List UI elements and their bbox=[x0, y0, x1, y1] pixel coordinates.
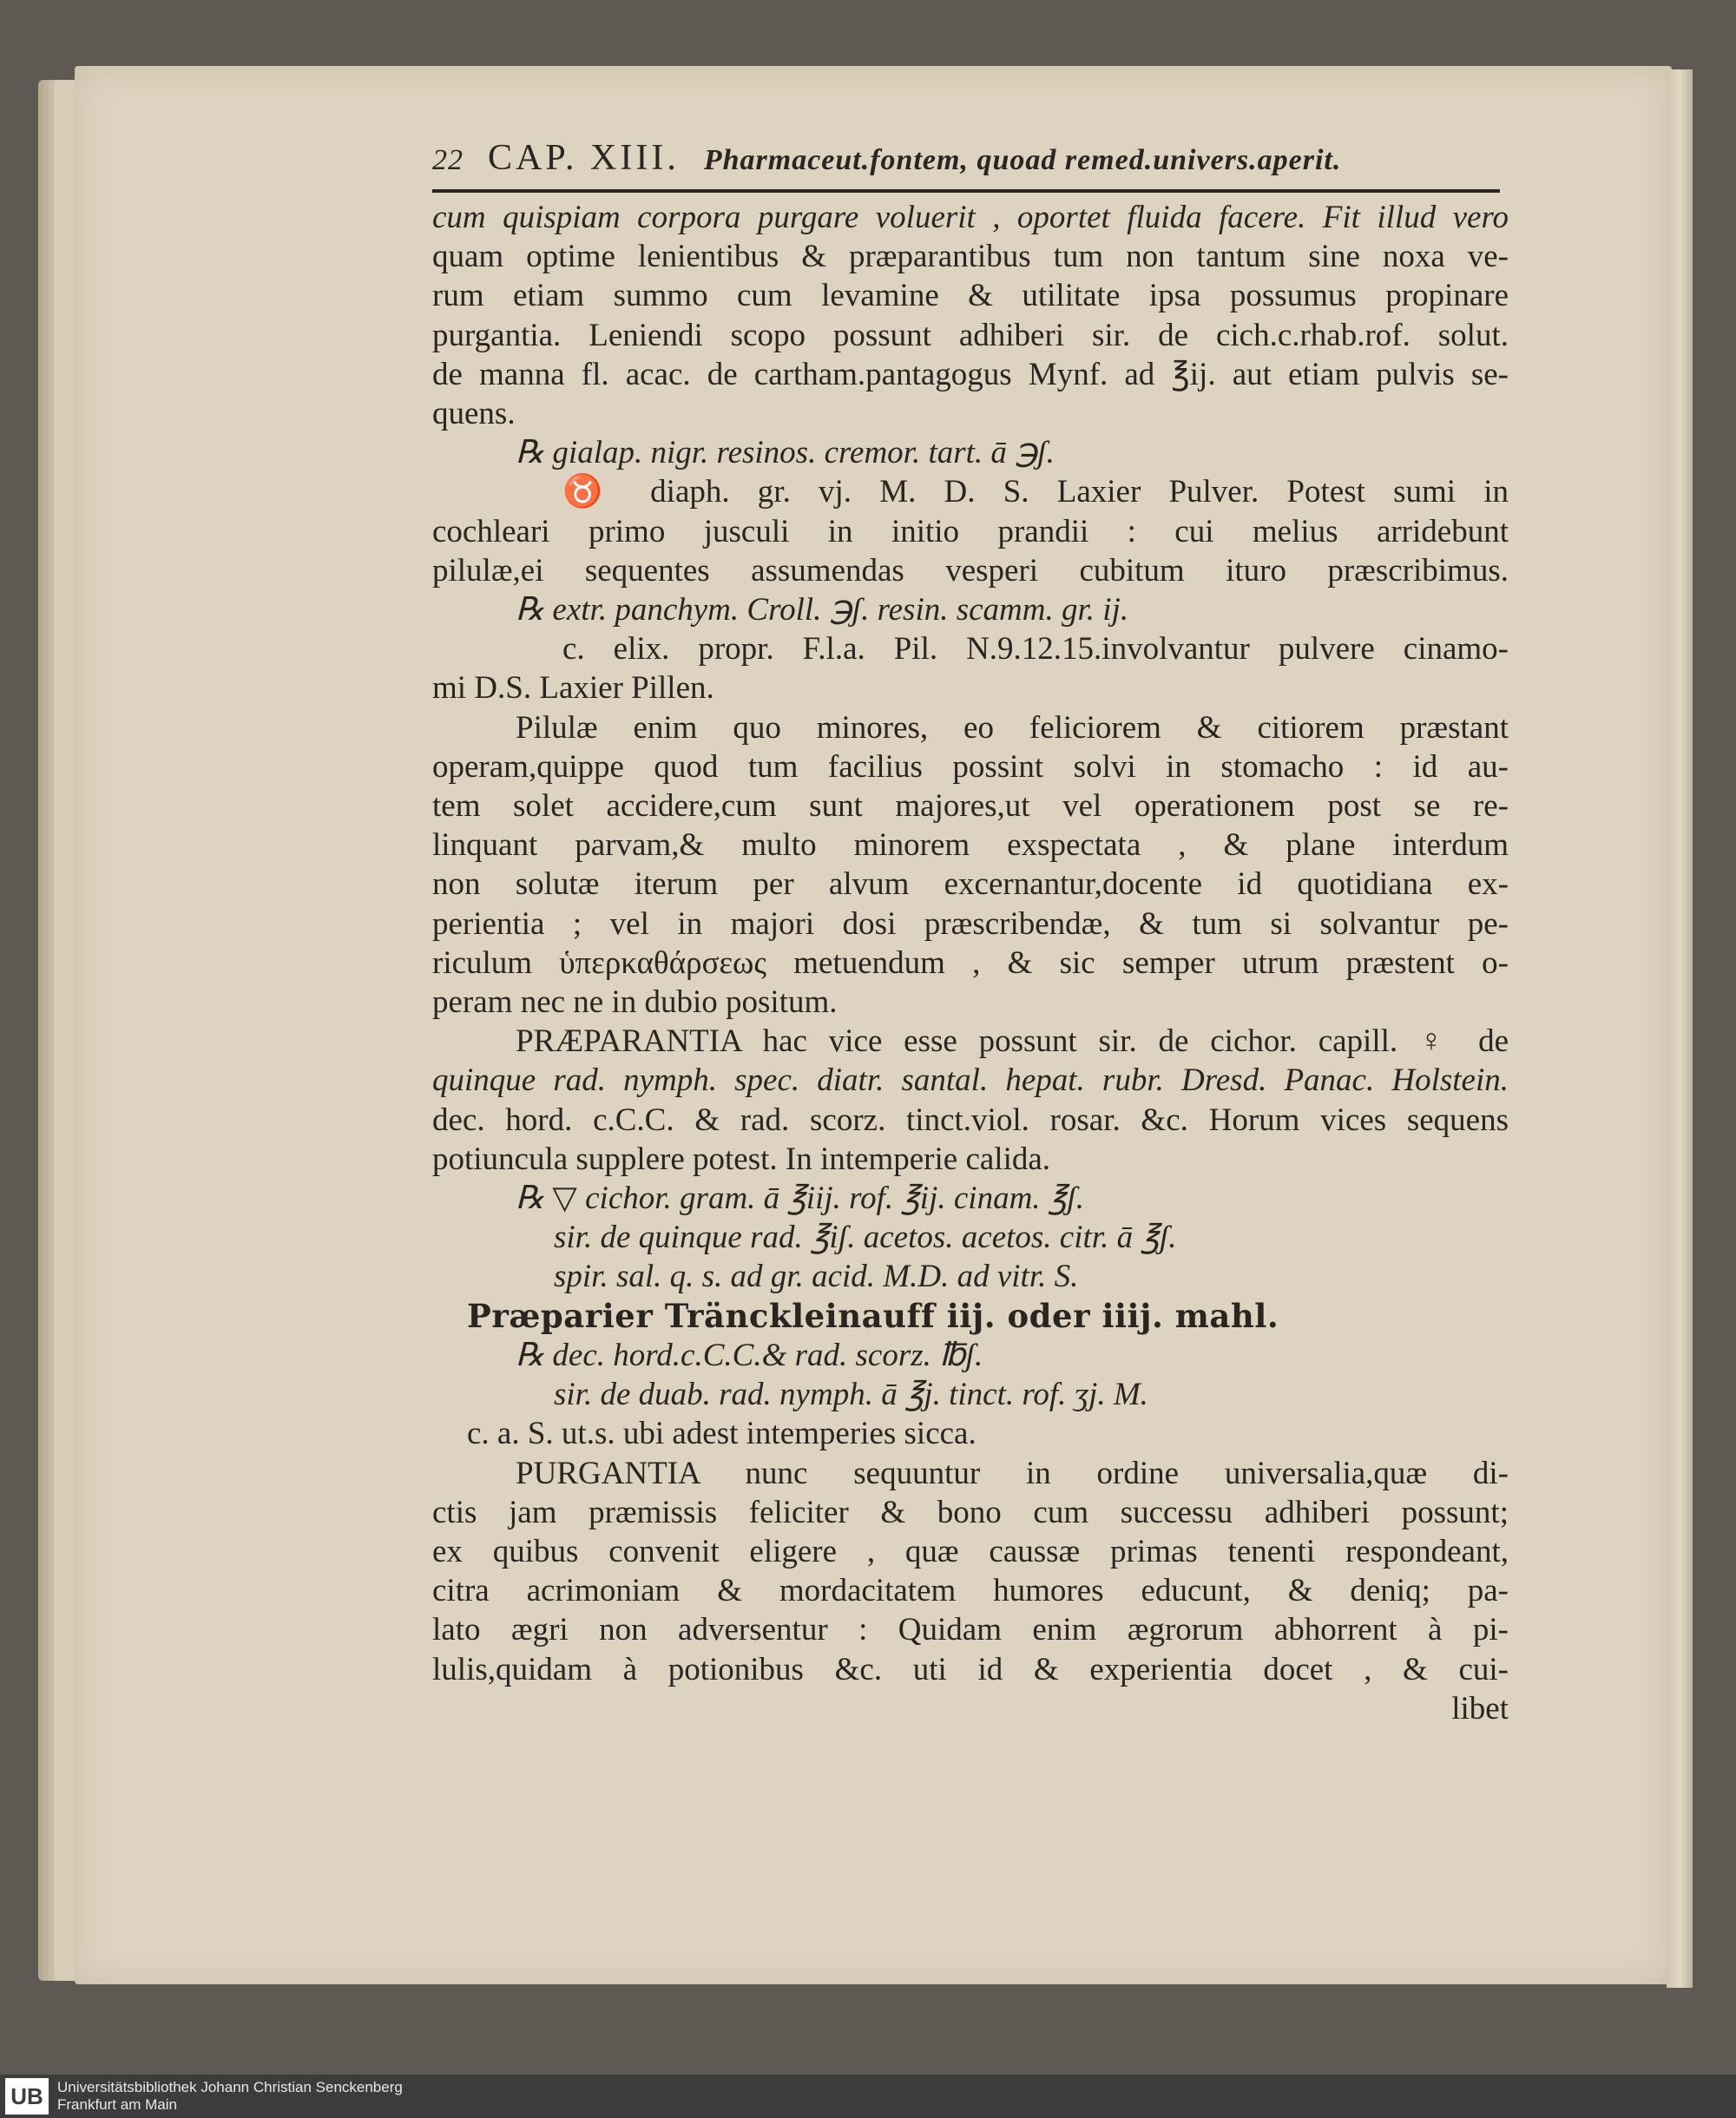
text-line: lulis,quidam à potionibus &c. uti id & experientia docet , & cui- bbox=[432, 1651, 1509, 1687]
text-line: mi D.S. Laxier Pillen. bbox=[432, 670, 714, 707]
text-line: cum quispiam corpora purgare voluerit , oportet fluida facere. Fit illud vero bbox=[432, 200, 1509, 235]
text-line: non solutæ iterum per alvum excernantur,docente id quotidiana ex- bbox=[432, 866, 1509, 903]
recipe-line: sir. de quinque rad. ℥iʃ. acetos. acetos. citr. ā ℥ʃ. bbox=[554, 1220, 1177, 1256]
header-rule bbox=[432, 189, 1500, 193]
text-line: riculum ὑπερκαθάρσεως metuendum , & sic semper utrum præstent o- bbox=[432, 944, 1509, 981]
text-line: ctis jam præmissis feliciter & bono cum successu adhiberi possunt; bbox=[432, 1494, 1509, 1530]
library-footer bbox=[0, 2075, 1736, 2118]
recipe-line: ℞ dec. hord.c.C.C.& rad. scorz. ℔ʃ. bbox=[516, 1337, 983, 1373]
recipe-line: ℞ gialap. nigr. resinos. cremor. tart. ā ℈ʃ. bbox=[516, 435, 1055, 471]
text-line: lato ægri non adversentur : Quidam enim ægrorum abhorrent à pi- bbox=[432, 1612, 1509, 1648]
recipe-line: ℞ extr. panchym. Croll. ℈ʃ. resin. scamm. gr. ij. bbox=[516, 592, 1129, 628]
recipe-line: c. elix. propr. F.l.a. Pil. N.9.12.15.involvantur pulvere cinamo- bbox=[562, 631, 1509, 668]
recipe-line: c. a. S. ut.s. ubi adest intemperies sicca. bbox=[467, 1416, 976, 1452]
recipe-line: sir. de duab. rad. nymph. ā ℥j. tinct. rof. ʒj. M. bbox=[554, 1377, 1148, 1413]
recipe-line: spir. sal. q. s. ad gr. acid. M.D. ad vitr. S. bbox=[554, 1259, 1079, 1295]
text-line: PRÆPARANTIA hac vice esse possunt sir. de cichor. capill. ♀ de bbox=[516, 1023, 1509, 1060]
institution-name: Universitätsbibliothek Johann Christian Senckenberg bbox=[57, 2079, 403, 2095]
institution-city: Frankfurt am Main bbox=[57, 2096, 177, 2113]
text-line: quam optime lenientibus & præparantibus tum non tantum sine noxa ve- bbox=[432, 239, 1509, 275]
text-line: ex quibus convenit eligere , quæ caussæ primas tenenti respondeant, bbox=[432, 1533, 1509, 1569]
page-number: 22 bbox=[432, 144, 464, 176]
text-line: pilulæ,ei sequentes assumendas vesperi cubitum ituro præscribimus. bbox=[432, 552, 1509, 589]
text-line: purgantia. Leniendi scopo possunt adhiberi sir. de cich.c.rhab.rof. solut. bbox=[432, 317, 1509, 353]
text-line: quinque rad. nymph. spec. diatr. santal. hepat. rubr. Dresd. Panac. Holstein. bbox=[432, 1062, 1509, 1099]
recipe-line: ℞ ▽ cichor. gram. ā ℥iij. rof. ℥ij. cinam. ℥ʃ. bbox=[516, 1181, 1085, 1217]
text-line: dec. hord. c.C.C. & rad. scorz. tinct.viol. rosar. &c. Horum vices sequens bbox=[432, 1102, 1509, 1138]
text-line: de manna fl. acac. de cartham.pantagogus Mynf. ad ℥ij. aut etiam pulvis se- bbox=[432, 356, 1509, 392]
chapter-heading: CAP. XIII. bbox=[488, 138, 680, 178]
ub-logo: UB bbox=[5, 2078, 49, 2115]
text-line: Pilulæ enim quo minores, eo feliciorem & citiorem præstant bbox=[516, 709, 1509, 746]
text-line: cochleari primo jusculi in initio prandii : cui melius arridebunt bbox=[432, 513, 1509, 549]
text-line: peram nec ne in dubio positum. bbox=[432, 984, 838, 1021]
text-line: tem solet accidere,cum sunt majores,ut vel operationem post se re- bbox=[432, 788, 1509, 825]
recipe-line: Præparier Tränckleinauff iij. oder iiij. mahl. bbox=[467, 1296, 1279, 1335]
text-line: PURGANTIA nunc sequuntur in ordine universalia,quæ di- bbox=[516, 1455, 1509, 1491]
footer-text bbox=[57, 2079, 403, 2114]
text-line: citra acrimoniam & mordacitatem humores educunt, & deniq; pa- bbox=[432, 1573, 1509, 1609]
page-gutter bbox=[1667, 69, 1693, 1988]
text-line: quens. bbox=[432, 396, 516, 432]
text-line: rum etiam summo cum levamine & utilitate ipsa possumus propinare bbox=[432, 278, 1509, 314]
running-head bbox=[432, 137, 1517, 186]
text-line: perientia ; vel in majori dosi præscribendæ, & tum si solvantur pe- bbox=[432, 905, 1509, 942]
text-line: potiuncula supplere potest. In intemperie calida. bbox=[432, 1141, 1051, 1177]
text-line: operam,quippe quod tum facilius possint solvi in stomacho : id au- bbox=[432, 748, 1509, 785]
catchword: libet bbox=[1451, 1690, 1509, 1727]
recipe-line: ♉ diaph. gr. vj. M. D. S. Laxier Pulver. Potest sumi in bbox=[562, 474, 1509, 510]
text-line: linquant parvam,& multo minorem exspectata , & plane interdum bbox=[432, 827, 1509, 864]
running-title: Pharmaceut.fontem, quoad remed.univers.aperit. bbox=[703, 144, 1342, 176]
text-block bbox=[432, 137, 1517, 1728]
